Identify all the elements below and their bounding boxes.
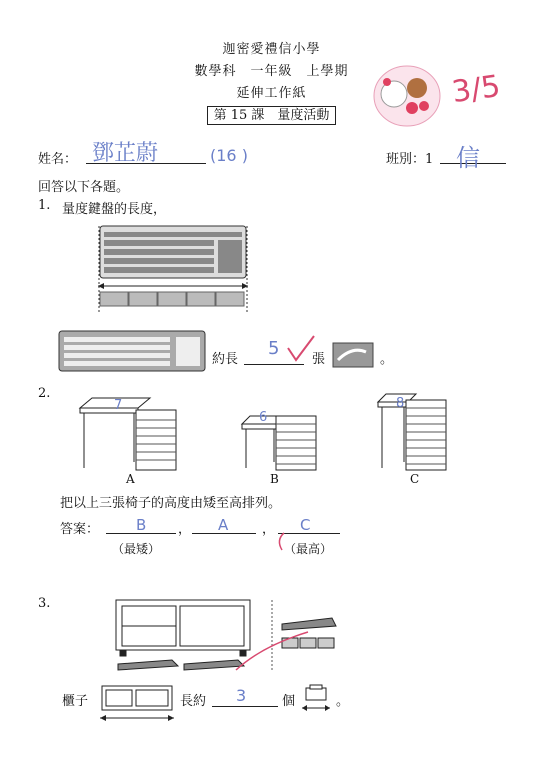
q2-answer-label: 答案： (60, 522, 100, 537)
q2-text: 把以上三張椅子的高度由矮至高排列。 (60, 496, 282, 511)
student-number: (16 ) (210, 146, 248, 165)
q2-number: 2. (38, 386, 51, 401)
q2-shortest-label: （最矮） (112, 542, 161, 556)
hello-kitty-sticker-icon (372, 64, 442, 128)
q2-answer-1: B (136, 516, 147, 534)
q3-answer-value: 3 (236, 686, 247, 705)
q3-mid: 長約 (180, 694, 207, 709)
school-name: 迦密愛禮信小學 (222, 42, 321, 57)
q1-answer-underline (244, 364, 304, 365)
q2-tallest-label: （最高） (284, 542, 333, 556)
keyboard-small-icon (58, 330, 208, 374)
worksheet-title: 延伸工作紙 (236, 86, 307, 101)
q1-number: 1. (38, 198, 51, 213)
paper-clip-unit-icon (332, 342, 374, 368)
subject-line: 數學科 一年級 上學期 (194, 64, 349, 79)
q1-answer-suffix: 張 (312, 352, 326, 367)
q1-text: 量度鍵盤的長度， (62, 202, 167, 217)
chair-b-label: B (270, 472, 279, 486)
q2-comma-1: ， (178, 522, 192, 537)
instruction: 回答以下各題。 (38, 180, 130, 195)
q3-number: 3. (38, 596, 51, 611)
cabinet-umbrella-figure (112, 596, 352, 676)
class-value: 信 (456, 144, 480, 172)
q3-period: 。 (336, 694, 350, 709)
q3-answer-underline (212, 706, 278, 707)
chair-a-books: 7 (114, 398, 123, 413)
class-label: 班別：1 (386, 152, 434, 167)
q2-answer-3: C (300, 516, 311, 534)
q1-answer-value: 5 (268, 338, 280, 359)
chair-c-books: 8 (396, 396, 405, 411)
keyboard-measure-figure (98, 224, 250, 314)
block-unit-icon (300, 684, 332, 716)
lesson-title: 第 15 課 量度活動 (207, 106, 337, 125)
name-value: 鄧芷蔚 (92, 141, 159, 166)
q1-answer-prefix: 約長 (212, 352, 239, 367)
q3-suffix: 個 (282, 694, 296, 709)
chair-b-books: 6 (259, 410, 268, 425)
q1-period: 。 (380, 352, 394, 367)
grade-mark: 3/5 (449, 68, 503, 111)
chair-c-label: C (410, 472, 420, 486)
small-cabinet-icon (98, 684, 176, 724)
chairs-figure (70, 392, 500, 472)
q2-comma-2: ， (262, 522, 276, 537)
q3-prefix: 櫃子 (62, 694, 89, 709)
chair-a-label: A (126, 472, 135, 486)
q2-answer-2: A (218, 516, 229, 534)
name-label: 姓名： (38, 152, 78, 167)
